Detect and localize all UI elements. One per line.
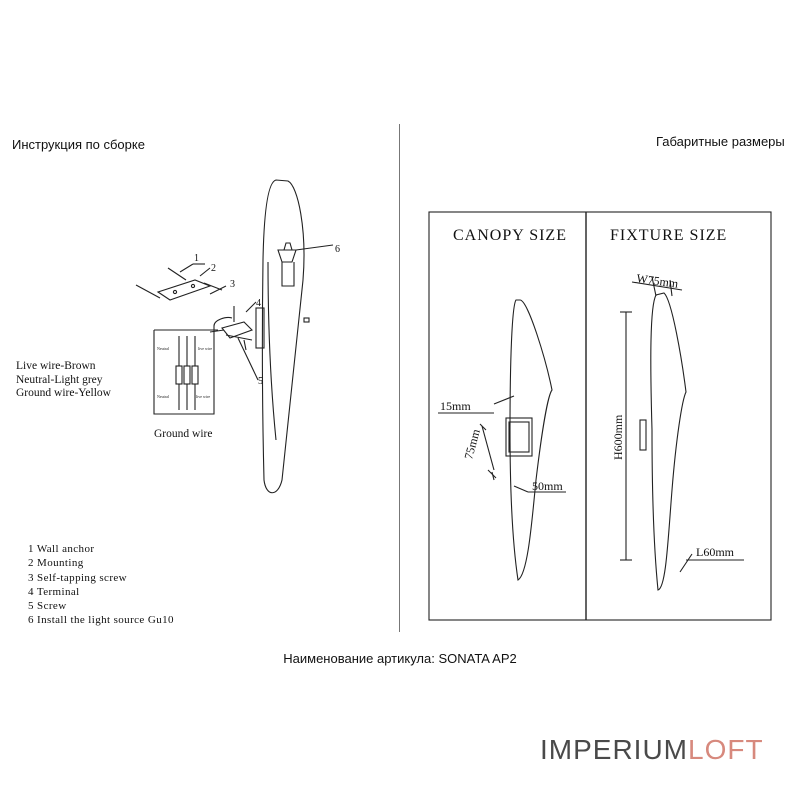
fixture-inner-line — [268, 262, 276, 440]
canopy-dim-15: 15mm — [440, 399, 471, 413]
canopy-plate-inner — [509, 422, 529, 452]
fixture-size-outline — [651, 293, 686, 590]
assembly-instructions-heading: Инструкция по сборке — [12, 137, 145, 152]
fixture-canopy-plate — [640, 420, 646, 450]
article-name: Наименование артикула: SONATA AP2 — [283, 651, 517, 666]
terminal-label-live-bottom: live wire — [196, 394, 211, 399]
callout-1: 1 — [194, 253, 199, 264]
part-item: 1 Wall anchor — [28, 543, 95, 555]
wire-ground: Ground wire-Yellow — [16, 387, 111, 399]
logo-part-imperium: IMPERIUM — [540, 734, 688, 765]
wire-live: Live wire-Brown — [16, 360, 96, 372]
fixture-dim-h: H600mm — [611, 414, 625, 460]
part-item: 6 Install the light source Gu10 — [28, 614, 174, 627]
ground-wire-label: Ground wire — [154, 428, 213, 440]
canopy-dim-75: 75mm — [461, 427, 483, 461]
callout-5: 5 — [258, 376, 263, 387]
terminal-label-neutral-bottom: Neutral — [157, 394, 169, 399]
callout-3: 3 — [230, 279, 235, 290]
parts-list — [28, 542, 174, 628]
fixture-dim-l: L60mm — [696, 545, 734, 559]
part-item: 3 Self-tapping screw — [28, 571, 128, 584]
lamp-holder — [278, 250, 296, 286]
fixture-body-outline — [262, 180, 304, 493]
part-item: 2 Mounting — [28, 557, 84, 570]
imperiumloft-logo — [540, 734, 764, 766]
dimensions-heading: Габаритные размеры — [656, 134, 785, 149]
part-item: 4 Terminal — [28, 585, 80, 598]
callout-2: 2 — [211, 263, 216, 274]
mounting-bracket — [158, 280, 210, 300]
fixture-size-title: FIXTURE SIZE — [610, 227, 728, 244]
part-item: 5 Screw — [28, 600, 67, 613]
callout-4: 4 — [256, 298, 261, 309]
terminal-label-neutral-top: Neutral — [157, 346, 169, 351]
logo-part-loft: LOFT — [688, 734, 764, 765]
canopy-dim-50: 50mm — [532, 479, 563, 493]
canopy-fixture-outline — [510, 300, 552, 580]
fixture-dim-w: W75mm — [635, 271, 680, 291]
dimensions-drawing — [400, 0, 800, 640]
terminal-label-live-top: live wire — [198, 346, 213, 351]
canopy-size-title: CANOPY SIZE — [453, 227, 567, 244]
wire-neutral: Neutral-Light grey — [16, 373, 103, 386]
wire-color-legend — [16, 360, 111, 401]
callout-6: 6 — [335, 244, 340, 255]
